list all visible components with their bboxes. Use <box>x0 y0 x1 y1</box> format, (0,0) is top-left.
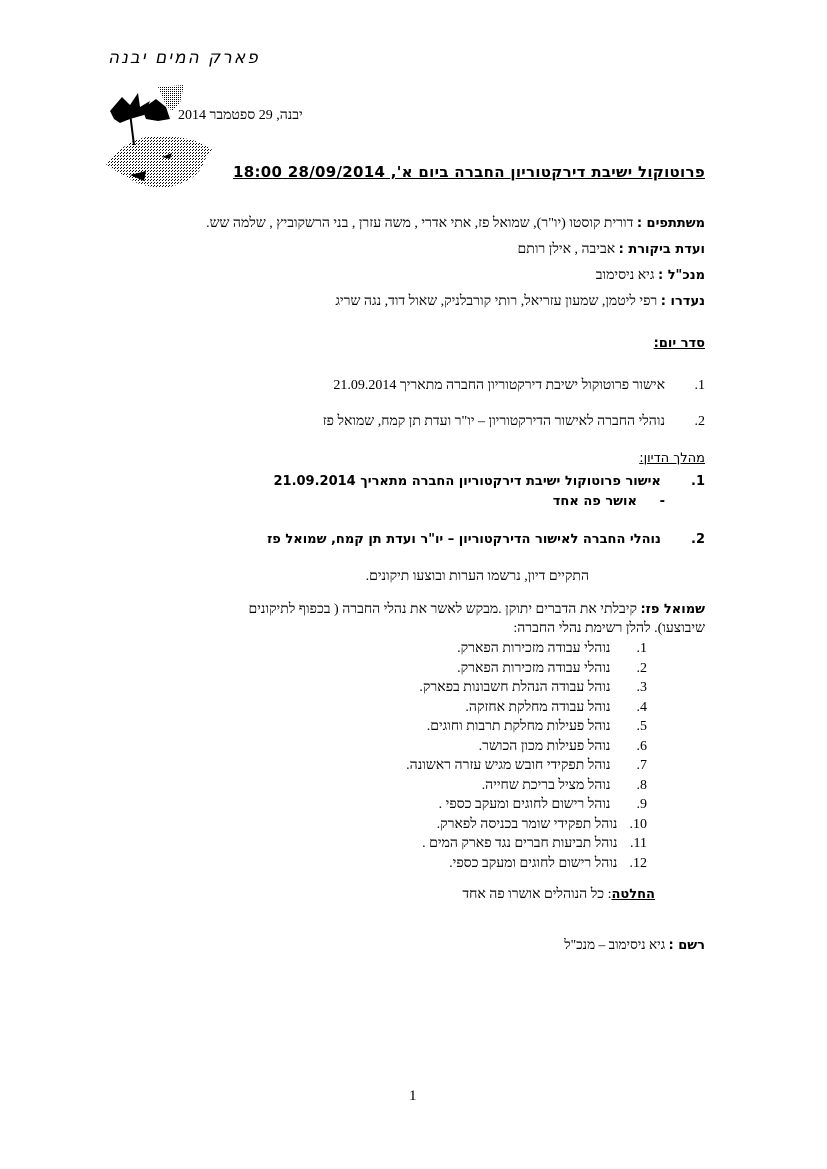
dash-bullet-icon: - <box>659 494 665 509</box>
procedure-item <box>287 778 647 798</box>
agenda-title: סדר יום: <box>653 336 705 351</box>
procedure-number: 3. <box>636 680 647 695</box>
agenda-item-1 <box>333 378 705 394</box>
procedure-text: נוהל עבודה מחלקת אחזקה. <box>465 699 611 715</box>
procedure-number: 5. <box>636 719 647 734</box>
page-number: 1 <box>409 1088 417 1104</box>
recorder-name: גיא ניסימוב – מנכ"ל <box>564 937 666 952</box>
speaker-text: קיבלתי את הדברים יתוקן .מבקש לאשר את נהלי החברה ( בכפוף לתיקונים <box>248 602 637 617</box>
procedure-text: נוהל רישום לחוגים ומעקב כספי. <box>449 855 618 871</box>
audit-names: אביבה , אילן רותם <box>517 242 616 257</box>
ceo-name: גיא ניסימוב <box>595 268 655 283</box>
organization-name: פארק המים יבנה <box>108 48 260 68</box>
speaker-line-1 <box>248 602 705 618</box>
agenda-item-2 <box>323 414 705 430</box>
procedure-number: 2. <box>636 660 647 676</box>
discussion-subitem-1 <box>553 494 665 509</box>
procedure-number: 9. <box>636 797 647 812</box>
procedure-number: 6. <box>636 738 647 754</box>
procedure-text: נוהל תפקידי שומר בכניסה לפארק. <box>436 816 618 832</box>
discussion-item-text: אישור פרוטוקול ישיבת דירקטוריון החברה מתאריך 21.09.2014 <box>273 474 661 489</box>
absent-label: נעדרו : <box>660 294 705 309</box>
ceo-line <box>596 268 705 284</box>
discussion-item-number: 1. <box>691 474 705 489</box>
procedure-text: נוהל עבודה הנהלת חשבונות בפארק. <box>419 680 611 695</box>
absent-line <box>335 294 705 310</box>
procedure-number: 10. <box>629 816 647 832</box>
discussion-title: מהלך הדיון: <box>639 451 705 466</box>
recorder-line <box>564 937 705 953</box>
procedure-text: נוהלי עבודה מזכירות הפארק. <box>457 660 611 676</box>
participants-line <box>206 216 705 232</box>
discussion-note: התקיים דיון, נרשמו הערות ובוצעו תיקונים. <box>365 569 589 584</box>
procedure-item <box>287 817 647 837</box>
procedure-number: 4. <box>636 699 647 715</box>
procedure-text: נוהל תפקידי חובש מגיש עזרה ראשונה. <box>406 758 611 773</box>
discussion-item-number: 2. <box>691 532 705 547</box>
procedure-text: נוהל מציל בריכת שחייה. <box>481 777 611 793</box>
audit-label: ועדת ביקורת : <box>618 242 705 257</box>
subitem-text: אושר פה אחד <box>552 494 637 509</box>
procedure-text: נוהל רישום לחוגים ומעקב כספי . <box>438 797 611 812</box>
procedure-item <box>287 836 647 856</box>
ceo-label: מנכ"ל : <box>657 268 705 283</box>
procedure-item <box>287 739 647 759</box>
document-title: פרוטוקול ישיבת דירקטוריון החברה ביום א', 28/09/2014 18:00 <box>233 163 705 181</box>
procedure-item <box>287 661 647 681</box>
procedure-item <box>287 680 647 700</box>
discussion-item-text: נוהלי החברה לאישור הדירקטוריון – יו"ר ועדת תן קמח, שמואל פז <box>267 532 661 547</box>
procedure-item <box>287 641 647 661</box>
procedure-item <box>287 856 647 876</box>
agenda-item-text: אישור פרוטוקול ישיבת דירקטוריון החברה מתאריך 21.09.2014 <box>333 378 665 393</box>
procedure-item <box>287 797 647 817</box>
procedure-item <box>287 700 647 720</box>
procedure-item <box>287 719 647 739</box>
decision-line <box>462 887 655 903</box>
agenda-item-number: 2. <box>694 414 705 429</box>
discussion-item-2 <box>267 532 705 547</box>
procedures-list <box>287 641 647 875</box>
procedure-text: נוהל פעילות מחלקת תרבות וחוגים. <box>426 719 611 734</box>
recorder-label: רשם : <box>668 938 705 953</box>
logo-image <box>100 83 215 191</box>
speaker-label: שמואל פז: <box>640 602 705 617</box>
decision-text: : כל הנוהלים אושרו פה אחד <box>462 887 612 902</box>
decision-label: החלטה <box>611 887 655 902</box>
procedure-number: 1. <box>636 641 647 656</box>
procedure-text: נוהל תביעות חברים נגד פארק המים . <box>422 836 618 851</box>
procedure-text: נוהל פעילות מכון הכושר. <box>478 738 611 754</box>
discussion-item-1 <box>273 474 705 489</box>
procedure-item <box>287 758 647 778</box>
procedure-number: 7. <box>636 758 647 773</box>
participants-names: דורית קוסטו (יו"ר), שמואל פז, אתי אדרי , משה עזרן , בני הרשקוביץ , שלמה שש. <box>206 216 634 231</box>
speaker-line-2: שיבוצעו). להלן רשימת נהלי החברה: <box>513 621 705 636</box>
procedure-number: 11. <box>630 836 647 851</box>
absent-names: רפי ליטמן, שמעון עזריאל, רותי קורבלניק, שאול דוד, נגה שריג <box>335 294 658 309</box>
procedure-text: נוהלי עבודה מזכירות הפארק. <box>457 641 611 656</box>
procedure-number: 8. <box>636 777 647 793</box>
palm-tree-logo-icon <box>100 83 215 191</box>
procedure-number: 12. <box>629 855 647 871</box>
participants-label: משתתפים : <box>636 216 705 231</box>
audit-committee-line <box>518 242 705 258</box>
agenda-item-number: 1. <box>694 378 705 393</box>
agenda-item-text: נוהלי החברה לאישור הדירקטוריון – יו"ר ועדת תן קמח, שמואל פז <box>322 414 665 429</box>
date-line: יבנה, 29 ספטמבר 2014 <box>178 108 303 123</box>
